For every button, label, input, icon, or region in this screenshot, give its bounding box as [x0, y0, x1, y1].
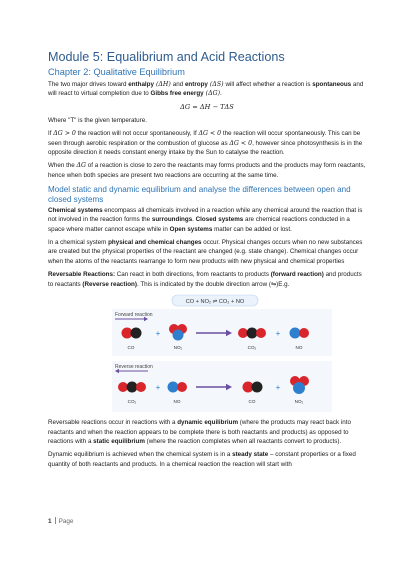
- label-no-reverse: NO: [173, 399, 181, 405]
- molecule-co2-forward: [238, 328, 266, 339]
- spontaneity-paragraph: If ΔG > 0 the reaction will not occur spontaneously, If ΔG < 0 the reaction will occur spontaneously. This can be seen through aerobic respiration or the combustion of glucose as ΔG < 0, however since photosynthesis is in the opposite direction it needs constant energy intake by the Sun to catalyse the reaction.: [48, 130, 363, 157]
- label-co2-reverse: CO₂: [127, 399, 137, 405]
- page-footer: [48, 517, 366, 525]
- module-title: Module 5: Equalibrium and Acid Reactions: [48, 50, 285, 64]
- plus-sign: +: [275, 383, 281, 393]
- close-to-zero-paragraph: When the ΔG of a reaction is close to zero the reactants may forms products and the products may form reactants, hence when both species are present two reactions are occurring at the same time.: [48, 162, 366, 179]
- label-no-forward: NO: [295, 345, 303, 351]
- plus-sign: +: [155, 383, 161, 393]
- label-no2-forward: NO₂: [173, 345, 183, 351]
- where-text: Where "T" is the given temperature.: [48, 116, 147, 124]
- label-co2-forward: CO₂: [247, 345, 257, 351]
- molecule-co2-reverse: [118, 382, 146, 393]
- plus-sign: +: [275, 329, 281, 339]
- reversible-paragraph: Reversable Reactions: Can react in both directions, from reactants to products (forward reaction) and products to reactants (Reverse reaction). This is indicated by the double direction arrow (⇋)E.g.: [48, 271, 362, 288]
- plus-sign: +: [155, 329, 161, 339]
- footer-divider: [55, 517, 56, 524]
- figure-equation: CO + NO₂ ⇌ CO₂ + NO: [185, 299, 245, 306]
- dynamic-equilibrium-paragraph: Dynamic equilibrium is achieved when the chemical system is in a steady state – constant properties or a fixed quantity of both reactants and products. In a chemical reaction the reaction will start with: [48, 451, 356, 468]
- label-co-reverse: CO: [248, 399, 256, 405]
- systems-paragraph: Chemical systems encompass all chemicals involved in a reaction while any chemical around the reaction that is not involved in the reaction forms the surroundings. Closed systems are chemical reactions conducted in a space where matter cannot escape while in Open systems matter can be added or lost.: [48, 206, 363, 233]
- intro-paragraph: The two major drives toward enthalpy (ΔH) and entropy (ΔS) will affect whether a reaction is spontaneous and will react to virtual completion due to Gibbs free energy (ΔG).: [48, 81, 364, 98]
- dynamic-reversible-paragraph: Reversable reactions occur in reactions with a dynamic equilibrium (where the products may react back into reactants and when the reaction appears to be complete there is both reactants and products) as opposed to reactions with a static equilibrium (where the reaction completes when all reactants convert to products).: [48, 419, 351, 445]
- document-page: [48, 50, 366, 473]
- page-label: Page: [58, 518, 74, 525]
- chapter-title: Chapter 2: Qualitative Equilibrium: [48, 67, 185, 77]
- reaction-figure: [112, 293, 332, 412]
- page-number: 1: [48, 518, 52, 525]
- reverse-label: Reverse reaction: [115, 364, 153, 371]
- gibbs-equation: ΔG = ΔH − TΔS: [180, 102, 234, 111]
- label-co-forward: CO: [127, 345, 135, 351]
- changes-paragraph: In a chemical system physical and chemical changes occur. Physical changes occurs when no new substances are created but the physical properties of the reactant are changed (e.g. state change). Chemical changes occur when the atoms of the reactants rearrange to form new products with new physical and chemical properties: [48, 239, 363, 265]
- label-no2-reverse: NO₂: [294, 399, 304, 405]
- forward-label: Forward reaction: [115, 312, 153, 319]
- section-heading: Model static and dynamic equilibrium and analyse the differences between open and closed systems: [48, 185, 351, 205]
